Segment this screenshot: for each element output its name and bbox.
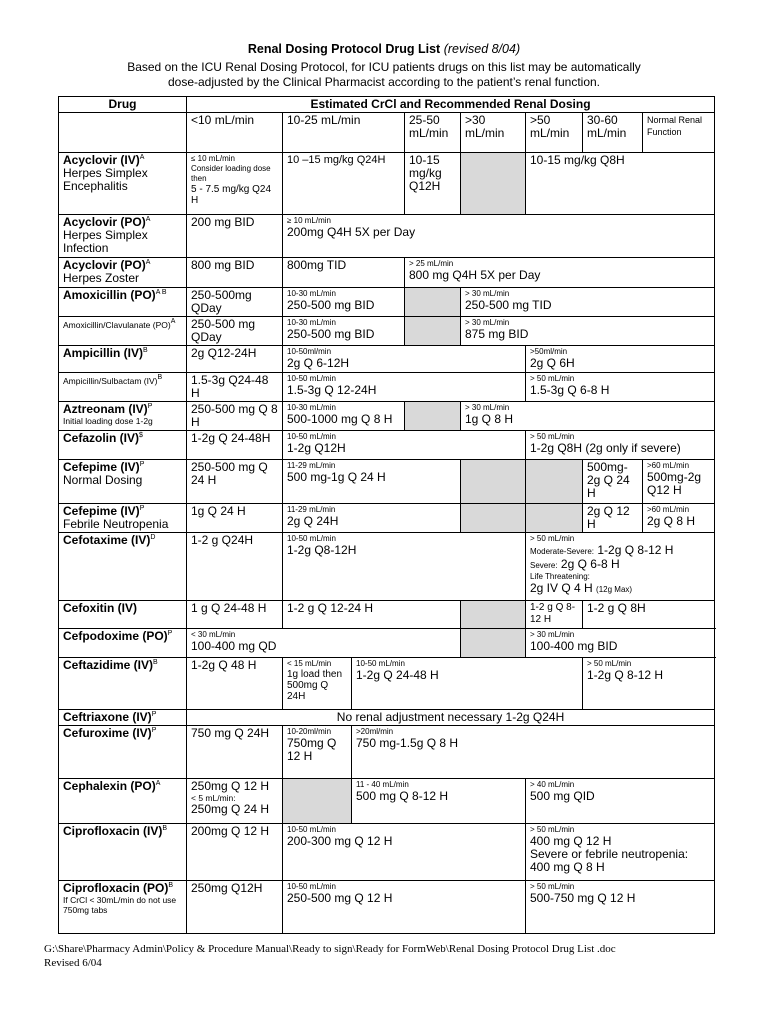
intro-text: Based on the ICU Renal Dosing Protocol, for ICU patients drugs on this list may be automatically dose-adjusted by the Clinical Pharmacist according to the patient’s renal function.	[127, 60, 641, 89]
table-row: Cefpodoxime (PO)$^P$ < 30 mL/min 100-400 mg QD > 30 mL/min 100-400 mg BID	[59, 629, 715, 658]
renal-dosing-table	[58, 96, 715, 934]
header-row	[59, 97, 715, 113]
table-row: Ampicillin (IV)$^B$ 2g Q12-24H 10-50ml/min 2g Q 6-12H >50ml/min 2g Q 6H	[59, 346, 715, 373]
table-row: Ciprofloxacin (IV)$^B$ 200mg Q 12 H 10-50 mL/min 200-300 mg Q 12 H > 50 mL/min 400 mg Q 12 H Severe or febrile neutropenia: 400 mg Q 8 H	[59, 824, 715, 881]
table-row: Cefoxitin (IV) 1 g Q 24-48 H 1-2 g Q 12-24 H 1-2 g Q 8-12 H 1-2 g Q 8H	[59, 601, 715, 629]
table-row: Cephalexin (PO)$^A$ 250mg Q 12 H < 5 mL/min: 250mg Q 24 H 11 - 40 mL/min 500 mg Q 8-12 H > 40 mL/min 500 mg QID	[59, 779, 715, 824]
col-10-25: 10-25 mL/min	[283, 113, 405, 153]
document-title: Renal Dosing Protocol Drug List (revised 8/04)	[247, 42, 521, 56]
table-row: Aztreonam (IV)$^P$ Initial loading dose 1-2g 250-500 mg Q 8 H 10-30 mL/min 500-1000 mg Q 8 H > 30 mL/min 1g Q 8 H	[59, 402, 715, 431]
table-row: Cefepime (IV)$^P$ Normal Dosing 250-500 mg Q 24 H 11-29 mL/min 500 mg-1g Q 24 H 500mg-2g Q 24 H >60 mL/min 500mg-2g Q12 H	[59, 460, 715, 504]
table-row: Amoxicillin/Clavulanate (PO)$^A$ 250-500 mg QDay 10-30 mL/min 250-500 mg BID > 30 mL/min 875 mg BID	[59, 317, 715, 346]
table-row: Acyclovir (PO)$^A$ Herpes Zoster 800 mg BID 800mg TID > 25 mL/min 800 mg Q4H 5X per Day	[59, 258, 715, 288]
col-gt50: >50 mL/min	[526, 113, 583, 153]
table-row: Ciprofloxacin (PO)$^B$ If CrCl < 30mL/min do not use 750mg tabs 250mg Q12H 10-50 mL/min 250-500 mg Q 12 H > 50 mL/min 500-750 mg Q 12 H	[59, 881, 715, 934]
table-row: Cefotaxime (IV)$^D$ 1-2 g Q24H 10-50 mL/min 1-2g Q8-12H > 50 mL/min Moderate-Severe: 1-2g Q 8-12 H Severe: 2g Q 6-8 H Life Threatening: 2g IV Q 4 H (12g Max)	[59, 533, 715, 601]
col-25-50: 25-50 mL/min	[405, 113, 461, 153]
table-row: Acyclovir (IV)$^A$ Herpes Simplex Encephalitis ≤ 10 mL/min Consider loading dose then 5 - 7.5 mg/kg Q24 H 10 –15 mg/kg Q24H 10-15 mg/kg Q12H 10-15 mg/kg Q8H	[59, 153, 715, 215]
table-row: Cefazolin (IV)$ 1-2g Q 24-48H 10-50 mL/min 1-2g Q12H > 50 mL/min 1-2g Q8H (2g only if severe)	[59, 431, 715, 460]
footer-revised: Revised 6/04	[44, 957, 102, 969]
table-row: Cefuroxime (IV)$^P$ 750 mg Q 24H 10-20ml/min 750mg Q 12 H >20ml/min 750 mg-1.5g Q 8 H	[59, 726, 715, 779]
table-row: Amoxicillin (PO)$^{A B}$ 250-500mg QDay 10-30 mL/min 250-500 mg BID > 30 mL/min 250-500 mg TID	[59, 288, 715, 317]
table-row: Ceftazidime (IV)$^B$ 1-2g Q 48 H < 15 mL/min 1g load then 500mg Q 24H 10-50 mL/min 1-2g Q 24-48 H > 50 mL/min 1-2g Q 8-12 H	[59, 658, 715, 710]
col-drug: Drug	[59, 97, 187, 113]
table-row: Cefepime (IV)$^P$ Febrile Neutropenia 1g Q 24 H 11-29 mL/min 2g Q 24H 2g Q 12 H >60 mL/min 2g Q 8 H	[59, 504, 715, 533]
table-row: Acyclovir (PO)$^A$ Herpes Simplex Infection 200 mg BID ≥ 10 mL/min 200mg Q4H 5X per Day	[59, 215, 715, 258]
col-30-60: 30-60 mL/min	[583, 113, 643, 153]
col-estimated: Estimated CrCl and Recommended Renal Dosing	[187, 97, 715, 113]
footer	[44, 942, 616, 970]
table-row: Ampicillin/Sulbactam (IV)$^B$ 1.5-3g Q24-48 H 10-50 mL/min 1.5-3g Q 12-24H > 50 mL/min 1.5-3g Q 6-8 H	[59, 373, 715, 402]
col-gt30: >30 mL/min	[461, 113, 526, 153]
drug-cell: Acyclovir (IV)$^A$ Herpes Simplex Encephalitis	[59, 153, 187, 215]
header-row-2	[59, 113, 715, 153]
footer-path: G:\Share\Pharmacy Admin\Policy & Procedure Manual\Ready to sign\Ready for FormWeb\Renal Dosing Protocol Drug List .doc	[44, 943, 616, 955]
table-row: Ceftriaxone (IV)$^P$ No renal adjustment necessary 1-2g Q24H	[59, 710, 715, 726]
col-normal: Normal Renal Function	[643, 113, 715, 153]
col-lt10: <10 mL/min	[187, 113, 283, 153]
